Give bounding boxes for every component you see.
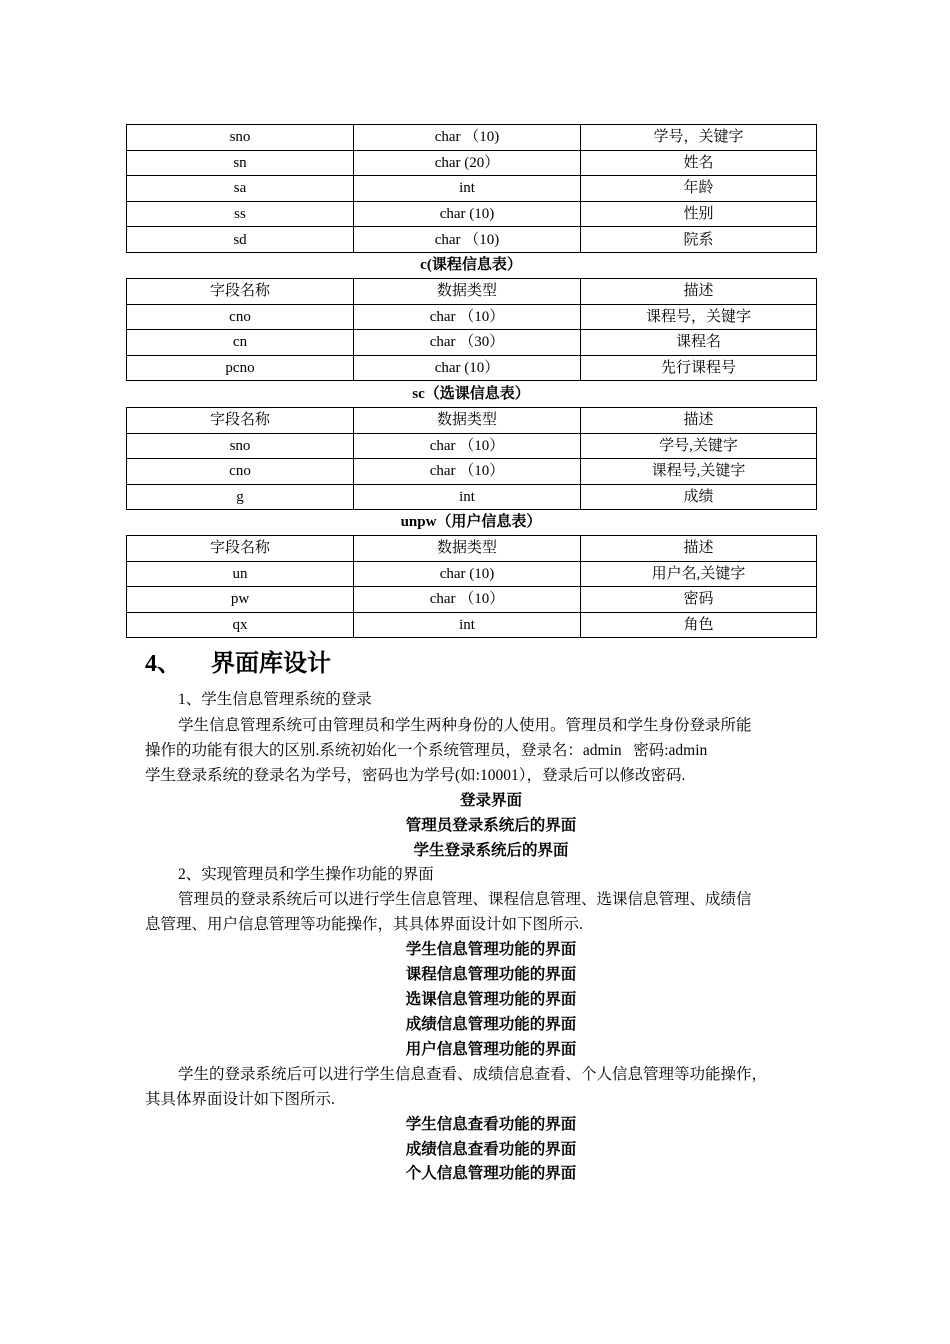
- subsection-heading-login: 1、学生信息管理系统的登录: [178, 691, 372, 708]
- paragraph-line: 操作的功能有很大的区别.系统初始化一个系统管理员，登录名：admin 密码:admin: [145, 742, 708, 759]
- table-cell: sno: [127, 125, 354, 151]
- table-caption-course: c(课程信息表）: [420, 257, 522, 273]
- table-cell: 年龄: [581, 176, 817, 202]
- column-header: 描述: [581, 279, 817, 305]
- table-cell: 课程名: [581, 330, 817, 356]
- table-cell: 用户名,关键字: [581, 561, 817, 587]
- table-row: [127, 150, 817, 176]
- table-cell: 姓名: [581, 150, 817, 176]
- table-row: [127, 330, 817, 356]
- table-row: [127, 304, 817, 330]
- table-cell: cno: [127, 459, 354, 485]
- table-cell: 先行课程号: [581, 355, 817, 381]
- table-cell: 学号，关键字: [581, 125, 817, 151]
- table-row: [127, 459, 817, 485]
- table-cell: sa: [127, 176, 354, 202]
- column-header: 数据类型: [354, 408, 581, 434]
- table-cell: ss: [127, 201, 354, 227]
- table-cell: qx: [127, 612, 354, 638]
- figure-caption: 登录界面: [459, 792, 522, 809]
- table-cell: 角色: [581, 612, 817, 638]
- table-cell: 密码: [581, 587, 817, 613]
- table-row: [127, 176, 817, 202]
- table-cell: char （30）: [354, 330, 581, 356]
- paragraph-line: 其具体界面设计如下图所示.: [145, 1091, 335, 1108]
- table-row: [127, 125, 817, 151]
- table-cell: sn: [127, 150, 354, 176]
- column-header: 数据类型: [354, 536, 581, 562]
- table-header-row: [127, 279, 817, 305]
- table-cell: char （10): [354, 227, 581, 253]
- table-cell: char (10): [354, 201, 581, 227]
- table-cell: cno: [127, 304, 354, 330]
- table-caption-enrollment: sc（选课信息表）: [412, 386, 530, 402]
- figure-caption: 学生信息查看功能的界面: [405, 1116, 577, 1133]
- figure-caption: 管理员登录系统后的界面: [405, 817, 577, 834]
- figure-caption: 课程信息管理功能的界面: [405, 966, 577, 983]
- column-header: 字段名称: [127, 408, 354, 434]
- figure-caption: 学生登录系统后的界面: [413, 842, 569, 859]
- figure-caption: 用户信息管理功能的界面: [405, 1041, 577, 1058]
- column-header: 字段名称: [127, 536, 354, 562]
- paragraph-line: 息管理、用户信息管理等功能操作，其具体界面设计如下图所示.: [145, 916, 583, 933]
- table-row: [127, 355, 817, 381]
- figure-caption: 成绩信息查看功能的界面: [405, 1141, 577, 1158]
- column-header: 描述: [581, 536, 817, 562]
- table-cell: char (10): [354, 561, 581, 587]
- paragraph-line: 学生登录系统的登录名为学号，密码也为学号(如:10001），登录后可以修改密码.: [145, 767, 686, 784]
- figure-caption: 选课信息管理功能的界面: [405, 991, 577, 1008]
- table-cell: sno: [127, 433, 354, 459]
- figure-caption: 学生信息管理功能的界面: [405, 941, 577, 958]
- table-header-row: [127, 408, 817, 434]
- table-cell: char （10）: [354, 587, 581, 613]
- table-cell: char （10): [354, 125, 581, 151]
- section-title: 界面库设计: [211, 651, 331, 677]
- paragraph-line: 管理员的登录系统后可以进行学生信息管理、课程信息管理、选课信息管理、成绩信: [178, 891, 752, 908]
- table-cell: 课程号,关键字: [581, 459, 817, 485]
- table-cell: 课程号，关键字: [581, 304, 817, 330]
- table-row: [127, 201, 817, 227]
- table-cell: 性别: [581, 201, 817, 227]
- table-cell: char (10）: [354, 355, 581, 381]
- table-row: [127, 587, 817, 613]
- student-info-table: [126, 124, 817, 253]
- table-row: [127, 612, 817, 638]
- table-cell: int: [354, 484, 581, 510]
- table-cell: char （10）: [354, 304, 581, 330]
- table-cell: sd: [127, 227, 354, 253]
- table-cell: int: [354, 176, 581, 202]
- table-cell: char （10）: [354, 459, 581, 485]
- table-cell: 成绩: [581, 484, 817, 510]
- section-number: 4、: [145, 651, 181, 677]
- paragraph-line: 学生的登录系统后可以进行学生信息查看、成绩信息查看、个人信息管理等功能操作，: [178, 1066, 768, 1083]
- section-heading: [145, 648, 331, 680]
- table-cell: char (20）: [354, 150, 581, 176]
- table-row: [127, 561, 817, 587]
- figure-caption: 个人信息管理功能的界面: [405, 1165, 577, 1182]
- table-header-row: [127, 536, 817, 562]
- column-header: 描述: [581, 408, 817, 434]
- paragraph-line: 学生信息管理系统可由管理员和学生两种身份的人使用。管理员和学生身份登录所能: [178, 717, 752, 734]
- table-cell: 学号,关键字: [581, 433, 817, 459]
- table-cell: pcno: [127, 355, 354, 381]
- table-row: [127, 227, 817, 253]
- column-header: 数据类型: [354, 279, 581, 305]
- course-info-table: [126, 278, 817, 381]
- table-cell: g: [127, 484, 354, 510]
- table-row: [127, 433, 817, 459]
- table-cell: int: [354, 612, 581, 638]
- table-row: [127, 484, 817, 510]
- subsection-heading-functions: 2、实现管理员和学生操作功能的界面: [178, 866, 434, 883]
- column-header: 字段名称: [127, 279, 354, 305]
- figure-caption: 成绩信息管理功能的界面: [405, 1016, 577, 1033]
- table-cell: cn: [127, 330, 354, 356]
- table-caption-user: unpw（用户信息表）: [400, 514, 542, 530]
- enrollment-info-table: [126, 407, 817, 510]
- table-cell: char （10）: [354, 433, 581, 459]
- user-info-table: [126, 535, 817, 638]
- table-cell: pw: [127, 587, 354, 613]
- table-cell: 院系: [581, 227, 817, 253]
- table-cell: un: [127, 561, 354, 587]
